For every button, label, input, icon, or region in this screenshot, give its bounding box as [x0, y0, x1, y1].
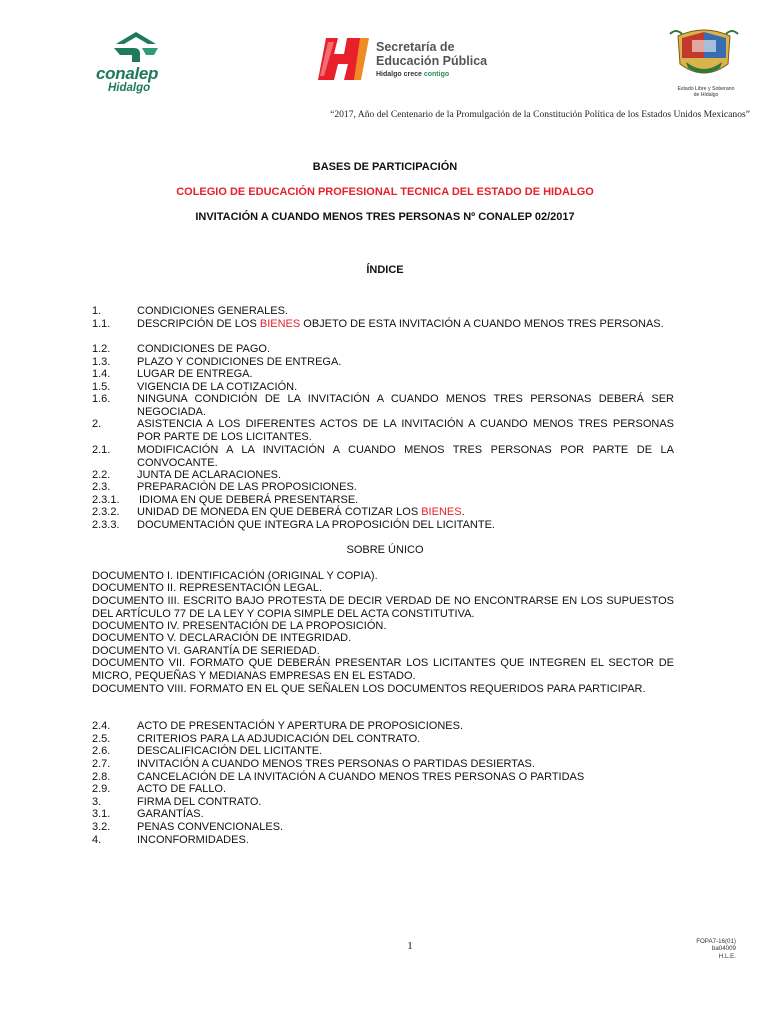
coat-caption-1: Estado Libre y Soberano: [677, 86, 735, 92]
conalep-mark-icon: [110, 30, 162, 64]
index-text: GARANTÍAS.: [137, 808, 204, 820]
sep-slogan: [376, 71, 449, 78]
index-text: VIGENCIA DE LA COTIZACIÓN.: [137, 381, 298, 393]
conalep-wordmark: conalep: [96, 64, 159, 83]
sep-line1: Secretaría de: [376, 40, 455, 54]
index-number: 2.5.: [92, 733, 111, 745]
coat-caption-2: de Hidalgo: [693, 92, 719, 98]
index-number: 2.1.: [92, 444, 111, 456]
index-text: JUNTA DE ACLARACIONES.: [137, 469, 282, 481]
index-number: 3.: [92, 796, 102, 808]
index-number: 1.6.: [92, 393, 111, 405]
index-number: 2.: [92, 418, 102, 430]
document-item: DOCUMENTO IV. PRESENTACIÓN DE LA PROPOSICIÓN.: [92, 620, 387, 632]
document-item: DOCUMENTO VII. FORMATO QUE DEBERÁN PRESENTAR LOS LICITANTES QUE INTEGREN EL SECTOR DE MICRO, PEQUEÑAS Y MEDIANAS EMPRESAS EN EL ESTADO.: [92, 657, 674, 682]
title-colegio: COLEGIO DE EDUCACIÓN PROFESIONAL TECNICA DEL ESTADO DE HIDALGO: [176, 186, 594, 198]
page-number: 1: [407, 940, 413, 952]
index-number: 2.6.: [92, 745, 111, 757]
sep-logo: [314, 36, 504, 84]
index-number: 2.8.: [92, 771, 111, 783]
bienes-highlight: BIENES: [421, 506, 462, 518]
index-text: DOCUMENTACIÓN QUE INTEGRA LA PROPOSICIÓN DEL LICITANTE.: [137, 519, 495, 531]
index-text: ACTO DE PRESENTACIÓN Y APERTURA DE PROPOSICIONES.: [137, 720, 464, 732]
index-text: CANCELACIÓN DE LA INVITACIÓN A CUANDO MENOS TRES PERSONAS O PARTIDAS: [137, 771, 585, 783]
index-number: 3.1.: [92, 808, 111, 820]
index-number: 2.9.: [92, 783, 111, 795]
footer-code-2: ba04009: [711, 945, 736, 953]
index-text: NINGUNA CONDICIÓN DE LA INVITACIÓN A CUANDO MENOS TRES PERSONAS DEBERÁ SER NEGOCIADA.: [137, 393, 674, 418]
title-indice: ÍNDICE: [366, 264, 404, 276]
index-text-pre: UNIDAD DE MONEDA EN QUE DEBERÁ COTIZAR LOS: [137, 506, 422, 518]
conalep-state: Hidalgo: [108, 82, 151, 94]
document-item: DOCUMENTO V. DECLARACIÓN DE INTEGRIDAD.: [92, 632, 352, 644]
sep-line2: Educación Pública: [376, 54, 488, 68]
index-text: PLAZO Y CONDICIONES DE ENTREGA.: [137, 356, 342, 368]
footer-code-1: FOPA7-16(01): [696, 938, 736, 945]
index-number: 1.: [92, 305, 102, 317]
index-text: MODIFICACIÓN A LA INVITACIÓN A CUANDO MENOS TRES PERSONAS POR PARTE DE LA CONVOCANTE.: [137, 444, 674, 469]
document-item: DOCUMENTO VIII. FORMATO EN EL QUE SEÑALEN LOS DOCUMENTOS REQUERIDOS PARA PARTICIPAR.: [92, 683, 646, 695]
index-text: PREPARACIÓN DE LAS PROPOSICIONES.: [137, 481, 357, 493]
state-coat-of-arms: [664, 24, 744, 104]
index-text: CONDICIONES GENERALES.: [137, 305, 288, 317]
index-number: 2.3.: [92, 481, 111, 493]
index-text: ASISTENCIA A LOS DIFERENTES ACTOS DE LA INVITACIÓN A CUANDO MENOS TRES PERSONAS POR PARTE DE LOS LICITANTES.: [137, 418, 674, 443]
index-text: INCONFORMIDADES.: [137, 834, 249, 846]
index-number: 3.2.: [92, 821, 111, 833]
index-text: DESCALIFICACIÓN DEL LICITANTE.: [137, 745, 323, 757]
bienes-highlight: BIENES: [259, 318, 301, 330]
conalep-logo: [96, 30, 176, 98]
sep-slogan-b: contigo: [423, 71, 450, 78]
index-number: 2.7.: [92, 758, 111, 770]
index-number: 4.: [92, 834, 102, 846]
index-text: LUGAR DE ENTREGA.: [137, 368, 253, 380]
index-text-pre: DESCRIPCIÓN DE LOS: [137, 318, 260, 330]
year-motto: “2017, Año del Centenario de la Promulgación de la Constitución Política de los Estados Unidos Mexicanos”: [330, 109, 750, 120]
coat-of-arms-icon: [664, 24, 744, 86]
title-sobre-unico: SOBRE ÚNICO: [346, 544, 424, 556]
index-number: 1.2.: [92, 343, 111, 355]
index-text: INVITACIÓN A CUANDO MENOS TRES PERSONAS O PARTIDAS DESIERTAS.: [137, 758, 535, 770]
title-bases: BASES DE PARTICIPACIÓN: [312, 161, 458, 173]
index-number: 2.4.: [92, 720, 111, 732]
index-text: [137, 318, 674, 331]
index-number: 1.4.: [92, 368, 111, 380]
sep-slogan-a: Hidalgo crece: [376, 71, 424, 78]
index-text: CRITERIOS PARA LA ADJUDICACIÓN DEL CONTRATO.: [137, 733, 421, 745]
index-number: 2.2.: [92, 469, 111, 481]
footer-code-3: H.L.E.: [718, 952, 736, 960]
index-number: 1.1.: [92, 318, 111, 330]
document-item: DOCUMENTO I. IDENTIFICACIÓN (ORIGINAL Y COPIA).: [92, 570, 378, 582]
index-number: 2.3.1.: [92, 494, 120, 506]
index-number: 1.3.: [92, 356, 111, 368]
footer-code: [660, 938, 736, 960]
document-item: DOCUMENTO VI. GARANTÍA DE SERIEDAD.: [92, 645, 320, 657]
index-text: FIRMA DEL CONTRATO.: [137, 796, 262, 808]
index-number: 2.3.3.: [92, 519, 120, 531]
document-item: DOCUMENTO III. ESCRITO BAJO PROTESTA DE DECIR VERDAD DE NO ENCONTRARSE EN LOS SUPUESTOS DEL ARTÍCULO 77 DE LA LEY Y COPIA SIMPLE DEL ACTA CONSTITUTIVA.: [92, 595, 674, 620]
index-number: 2.3.2.: [92, 506, 120, 518]
index-text-post: OBJETO DE ESTA INVITACIÓN A CUANDO MENOS TRES PERSONAS.: [300, 318, 664, 330]
index-text: IDIOMA EN QUE DEBERÁ PRESENTARSE.: [139, 494, 359, 506]
document-item: DOCUMENTO II. REPRESENTACIÓN LEGAL.: [92, 582, 323, 594]
index-text: CONDICIONES DE PAGO.: [137, 343, 271, 355]
index-text: [137, 506, 674, 519]
index-text: PENAS CONVENCIONALES.: [137, 821, 284, 833]
index-number: 1.5.: [92, 381, 111, 393]
sep-h-mark-icon: [314, 36, 370, 84]
index-text-post: .: [461, 506, 465, 518]
index-text: ACTO DE FALLO.: [137, 783, 227, 795]
title-invitacion: INVITACIÓN A CUANDO MENOS TRES PERSONAS Nº CONALEP 02/2017: [195, 211, 575, 223]
